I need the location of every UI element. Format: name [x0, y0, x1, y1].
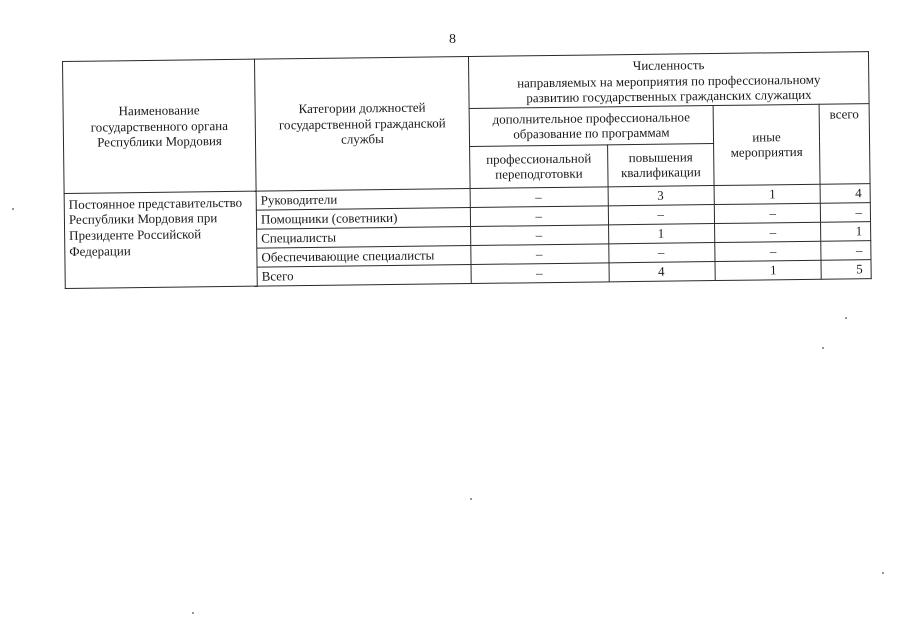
row-category: Руководители	[256, 188, 470, 210]
row-category: Всего	[257, 264, 471, 286]
training-table	[62, 51, 872, 289]
cell-other: 1	[715, 260, 821, 280]
header-total: всего	[819, 103, 870, 184]
page-number: 8	[449, 32, 456, 47]
cell-retraining: –	[470, 187, 608, 208]
cell-total: 4	[820, 183, 870, 203]
cell-other: –	[714, 203, 820, 223]
cell-other: –	[715, 241, 821, 261]
cell-other: –	[715, 222, 821, 242]
row-category: Помощники (советники)	[256, 207, 470, 229]
cell-retraining: –	[471, 263, 609, 284]
header-org: Наименование государственного органа Республики Мордовия	[63, 59, 257, 193]
scan-speck	[12, 208, 14, 210]
org-name: Постоянное представительство Республики Мордовия при Президенте Российской Федерации	[64, 191, 257, 288]
cell-other: 1	[714, 184, 820, 204]
header-category: Категории должностей государственной гражданской службы	[254, 57, 470, 191]
cell-total: 5	[821, 259, 871, 279]
row-category: Обеспечивающие специалисты	[257, 245, 471, 267]
cell-qualification: 1	[609, 223, 715, 243]
header-count-subtitle: направляемых на мероприятия по профессиональному развитию государственных гражданских служащих	[517, 71, 821, 106]
row-category: Специалисты	[257, 226, 471, 248]
header-additional: дополнительное профессиональное образование по программам	[469, 105, 713, 146]
training-table-wrapper	[62, 51, 872, 289]
cell-qualification: –	[609, 242, 715, 262]
header-retraining: профессиональной переподготовки	[470, 145, 609, 189]
cell-qualification: 3	[608, 185, 714, 205]
header-count-title: Численность	[632, 57, 705, 74]
scan-speck	[470, 498, 472, 500]
header-count	[468, 52, 869, 109]
cell-qualification: –	[608, 204, 714, 224]
cell-total: 1	[821, 221, 871, 241]
cell-retraining: –	[471, 244, 609, 265]
scan-speck	[845, 317, 847, 319]
cell-total: –	[820, 202, 870, 222]
cell-retraining: –	[471, 225, 609, 246]
cell-total: –	[821, 240, 871, 260]
header-other: иные мероприятия	[713, 104, 820, 185]
cell-qualification: 4	[609, 261, 715, 281]
scan-speck	[882, 572, 884, 574]
header-qualification: повышения квалификации	[608, 143, 715, 186]
scan-speck	[192, 612, 194, 614]
cell-retraining: –	[470, 206, 608, 227]
scan-speck	[822, 347, 824, 349]
